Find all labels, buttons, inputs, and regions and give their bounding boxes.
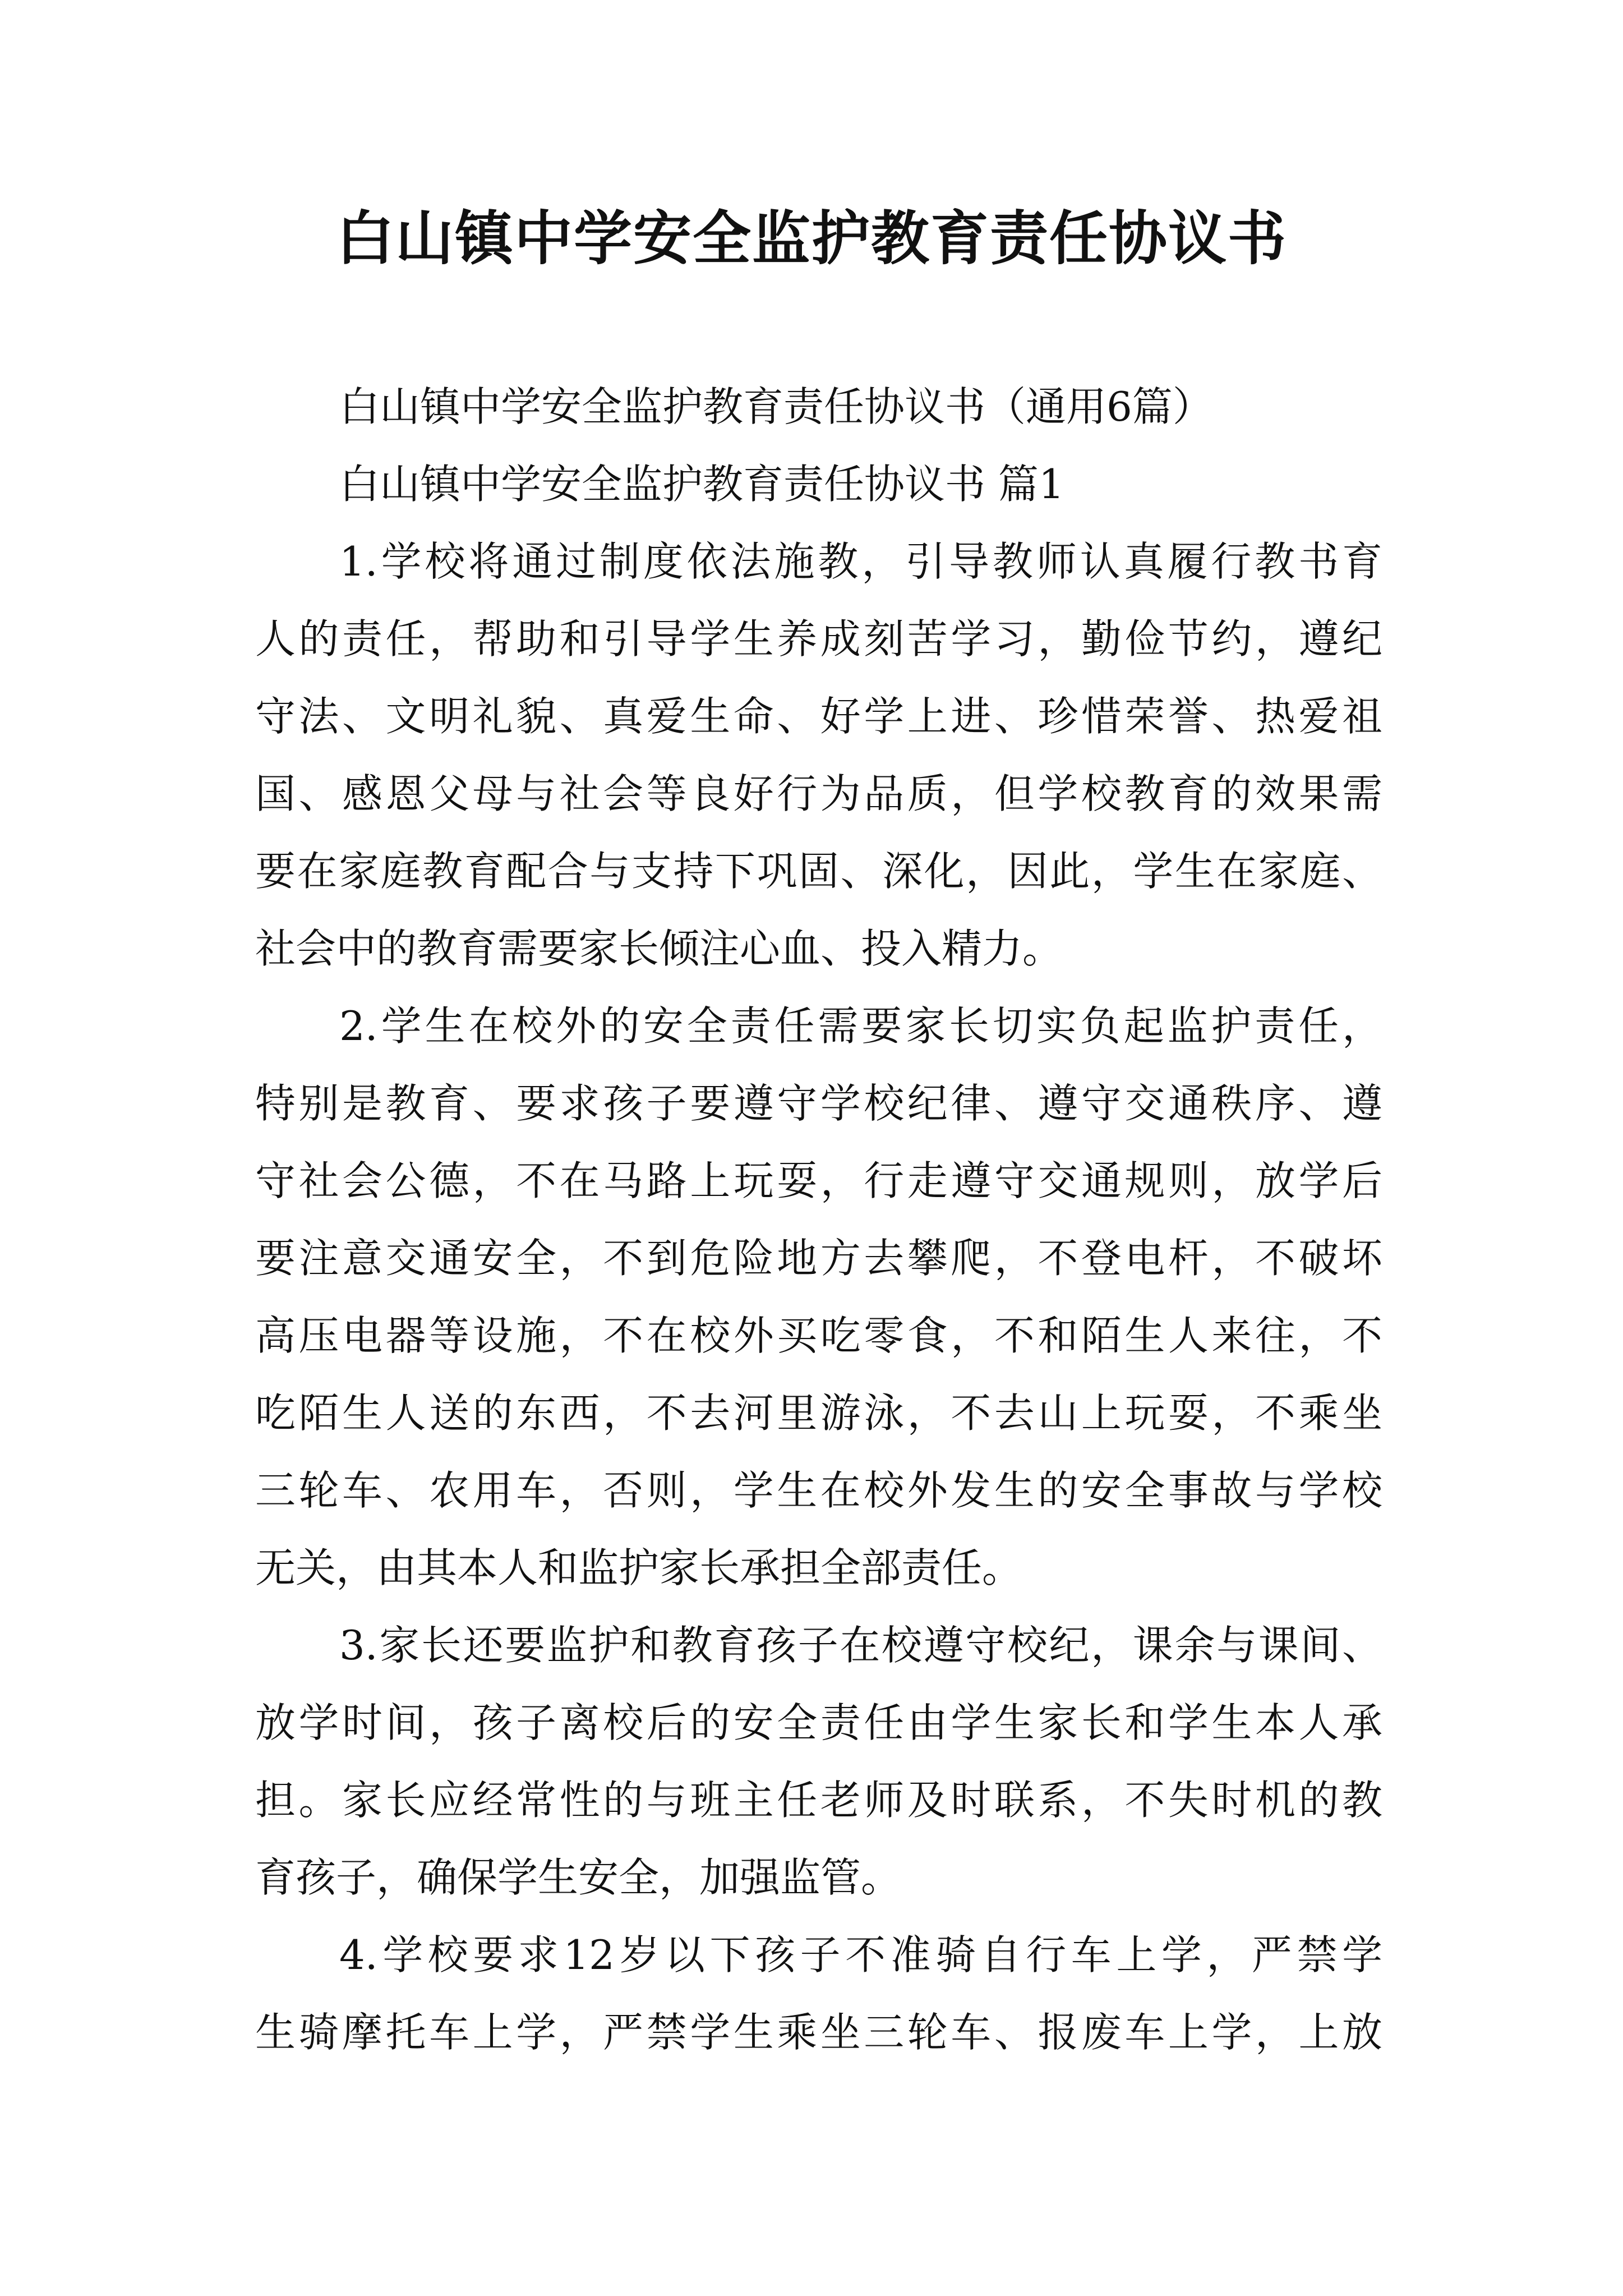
paragraph-line: 社会中的教育需要家长倾注心血、投入精力。 <box>255 925 1063 972</box>
paragraph-line: 无关，由其本人和监护家长承担全部责任。 <box>255 1544 1023 1591</box>
document-subtitle: 白山镇中学安全监护教育责任协议书（通用6篇） <box>339 383 1213 430</box>
paragraph-line: 1.学校将通过制度依法施教，引导教师认真履行教书育 <box>339 538 1382 585</box>
paragraph-line: 放学时间，孩子离校后的安全责任由学生家长和学生本人承 <box>255 1699 1382 1746</box>
paragraph-2 <box>255 987 1382 1607</box>
document-body <box>255 368 1382 2071</box>
section-heading: 白山镇中学安全监护教育责任协议书 篇1 <box>339 461 1064 508</box>
paragraph-line: 国、感恩父母与社会等良好行为品质，但学校教育的效果需 <box>255 770 1382 817</box>
paragraph-1 <box>255 523 1382 987</box>
paragraph-line: 2.学生在校外的安全责任需要家长切实负起监护责任， <box>339 1002 1382 1050</box>
paragraph-line: 人的责任，帮助和引导学生养成刻苦学习，勤俭节约，遵纪 <box>255 615 1382 662</box>
paragraph-line: 吃陌生人送的东西，不去河里游泳，不去山上玩耍，不乘坐 <box>255 1389 1382 1437</box>
paragraph-4 <box>255 1916 1382 2071</box>
paragraph-line: 要在家庭教育配合与支持下巩固、深化，因此，学生在家庭、 <box>255 848 1382 895</box>
paragraph-line: 守社会公德，不在马路上玩耍，行走遵守交通规则，放学后 <box>255 1157 1382 1204</box>
document-title: 白山镇中学安全监护教育责任协议书 <box>335 204 1287 273</box>
paragraph-line: 特别是教育、要求孩子要遵守学校纪律、遵守交通秩序、遵 <box>255 1080 1382 1127</box>
paragraph-3 <box>255 1607 1382 1916</box>
paragraph-line: 生骑摩托车上学，严禁学生乘坐三轮车、报废车上学，上放 <box>255 2009 1382 2056</box>
paragraph-line: 育孩子，确保学生安全，加强监管。 <box>255 1854 902 1901</box>
paragraph-line: 3.家长还要监护和教育孩子在校遵守校纪，课余与课间、 <box>339 1622 1382 1669</box>
paragraph-line: 4.学校要求12岁以下孩子不准骑自行车上学，严禁学 <box>339 1931 1382 1978</box>
paragraph-line: 要注意交通安全，不到危险地方去攀爬，不登电杆，不破坏 <box>255 1235 1382 1282</box>
paragraph-line: 高压电器等设施，不在校外买吃零食，不和陌生人来往，不 <box>255 1312 1382 1359</box>
paragraph-line: 守法、文明礼貌、真爱生命、好学上进、珍惜荣誉、热爱祖 <box>255 693 1382 740</box>
paragraph-line: 三轮车、农用车，否则，学生在校外发生的安全事故与学校 <box>255 1467 1382 1514</box>
paragraph-line: 担。家长应经常性的与班主任老师及时联系，不失时机的教 <box>255 1777 1382 1824</box>
